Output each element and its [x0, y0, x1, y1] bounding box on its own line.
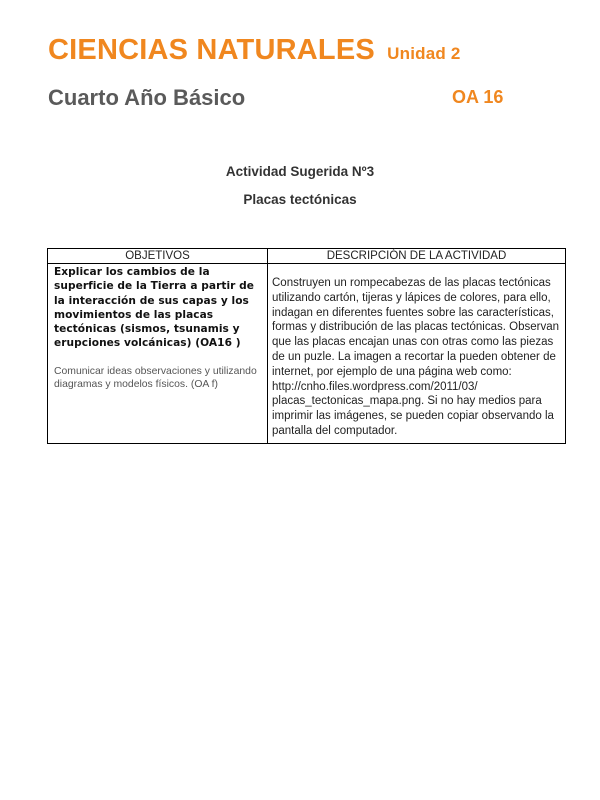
unit-label: Unidad 2 — [387, 44, 461, 63]
objective-main-text: Explicar los cambios de la superficie de la Tierra a partir de la interacción de sus capas y los movimientos de las placas tectónicas (sismos, tsunamis y erupciones volcánicas) (OA16 ) — [54, 266, 255, 350]
activity-title: Actividad Sugerida Nº3 — [225, 164, 375, 179]
objective-secondary-text: Comunicar ideas observaciones y utilizando diagramas y modelos físicos. (OA f) — [54, 365, 257, 391]
objectives-cell — [48, 264, 268, 444]
description-header: DESCRIPCIÓN DE LA ACTIVIDAD — [268, 249, 566, 264]
table-header-row — [48, 249, 566, 264]
table-row — [48, 264, 566, 444]
activity-subtitle: Placas tectónicas — [243, 192, 357, 207]
objectives-header: OBJETIVOS — [48, 249, 268, 264]
subject-heading — [48, 34, 461, 67]
activity-description-text: Construyen un rompecabezas de las placas tectónicas utilizando cartón, tijeras y lápices de colores, para ello, indagan en diferentes fuentes sobre las características, formas y distribución de las placas tectónicas. Observan que las placas encajan unas con otras como las piezas de un puzle. La imagen a recortar la pueden obtener de internet, por ejemplo de una página web como: http://cnho.files.wordpress.com/2011/03/ placas_tectonicas_mapa.png. Si no hay medios para imprimir las imágenes, se pueden copiar observando la pantalla del computador. — [272, 277, 559, 437]
oa-label: OA 16 — [452, 87, 504, 107]
activity-table — [47, 248, 566, 444]
description-cell — [268, 264, 566, 444]
subject-title: CIENCIAS NATURALES — [48, 34, 375, 66]
grade-heading: Cuarto Año Básico — [48, 85, 246, 110]
